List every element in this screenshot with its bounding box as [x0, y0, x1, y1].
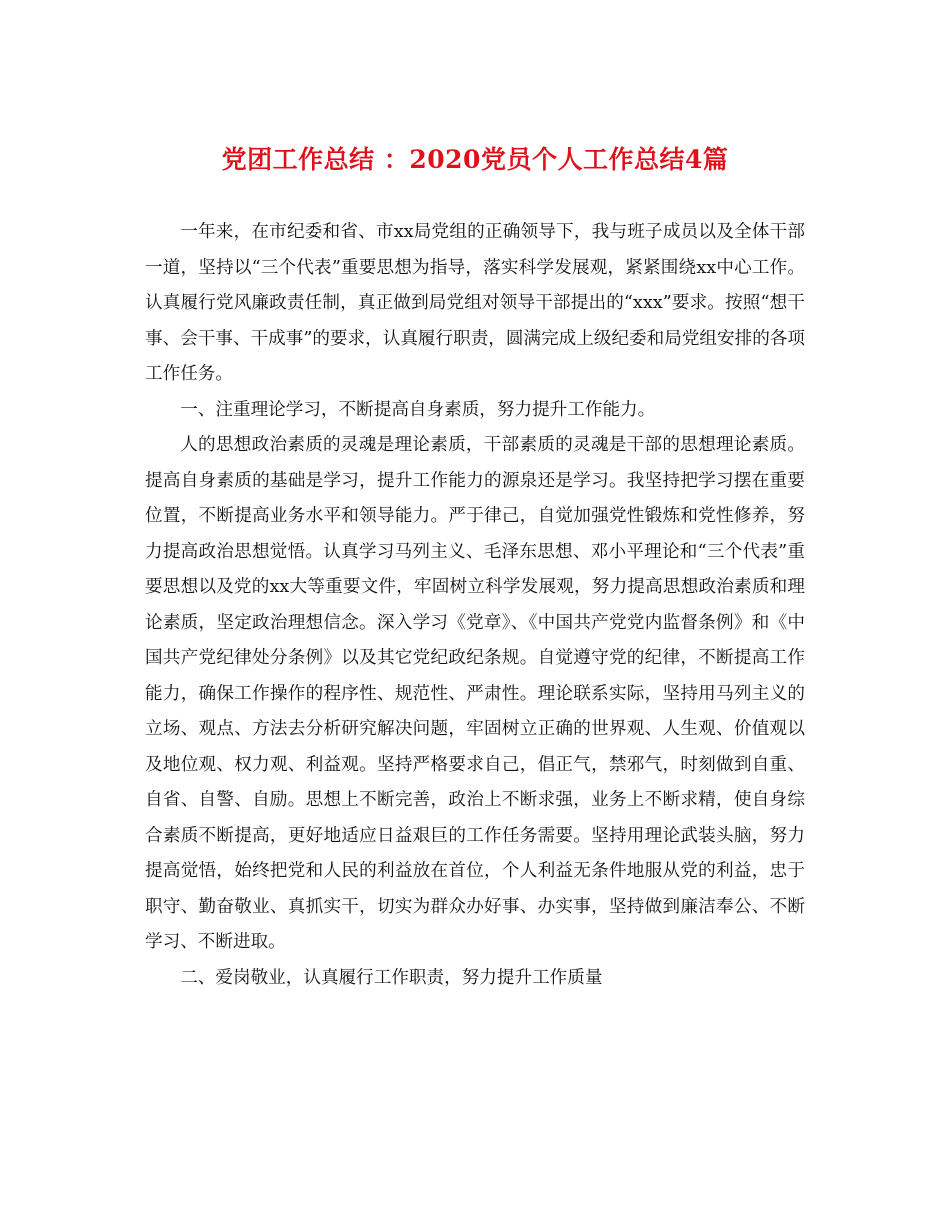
document-title: 党团工作总结 ：2020党员个人工作总结4篇	[221, 145, 729, 174]
section-heading-2: 二、爱岗敬业，认真履行工作职责，努力提升工作质量	[180, 967, 603, 988]
document-body	[145, 215, 805, 996]
intro-paragraph: 一年来，在市纪委和省、市xx局党组的正确领导下，我与班子成员以及全体干部一道，坚持以“三个代表”重要思想为指导，落实科学发展观，紧紧围绕xx中心工作。认真履行党风廉政责任制，真正做到局党组对领导干部提出的“xxx”要求。按照“想干事、会干事、干成事”的要求，认真履行职责，圆满完成上级纪委和局党组安排的各项工作任务。	[145, 222, 805, 384]
section-1-paragraph: 人的思想政治素质的灵魂是理论素质，干部素质的灵魂是干部的思想理论素质。提高自身素质的基础是学习，提升工作能力的源泉还是学习。我坚持把学习摆在重要位置，不断提高业务水平和领导能力。严于律己，自觉加强党性锻炼和党性修养，努力提高政治思想觉悟。认真学习马列主义、毛泽东思想、邓小平理论和“三个代表”重要思想以及党的xx大等重要文件，牢固树立科学发展观，努力提高思想政治素质和理论素质，坚定政治理想信念。深入学习《党章》、《中国共产党党内监督条例》和《中国共产党纪律处分条例》以及其它党纪政纪条规。自觉遵守党的纪律，不断提高工作能力，确保工作操作的程序性、规范性、严肃性。理论联系实际，坚持用马列主义的立场、观点、方法去分析研究解决问题，牢固树立正确的世界观、人生观、价值观以及地位观、权力观、利益观。坚持严格要求自己，倡正气，禁邪气，时刻做到自重、自省、自警、自励。思想上不断完善，政治上不断求强，业务上不断求精，使自身综合素质不断提高，更好地适应日益艰巨的工作任务需要。坚持用理论武装头脑，努力提高觉悟，始终把党和人民的利益放在首位，个人利益无条件地服从党的利益，忠于职守、勤奋敬业、真抓实干，切实为群众办好事、办实事，坚持做到廉洁奉公、不断学习、不断进取。	[145, 435, 805, 952]
section-heading-1: 一、注重理论学习，不断提高自身素质，努力提升工作能力。	[180, 399, 656, 420]
